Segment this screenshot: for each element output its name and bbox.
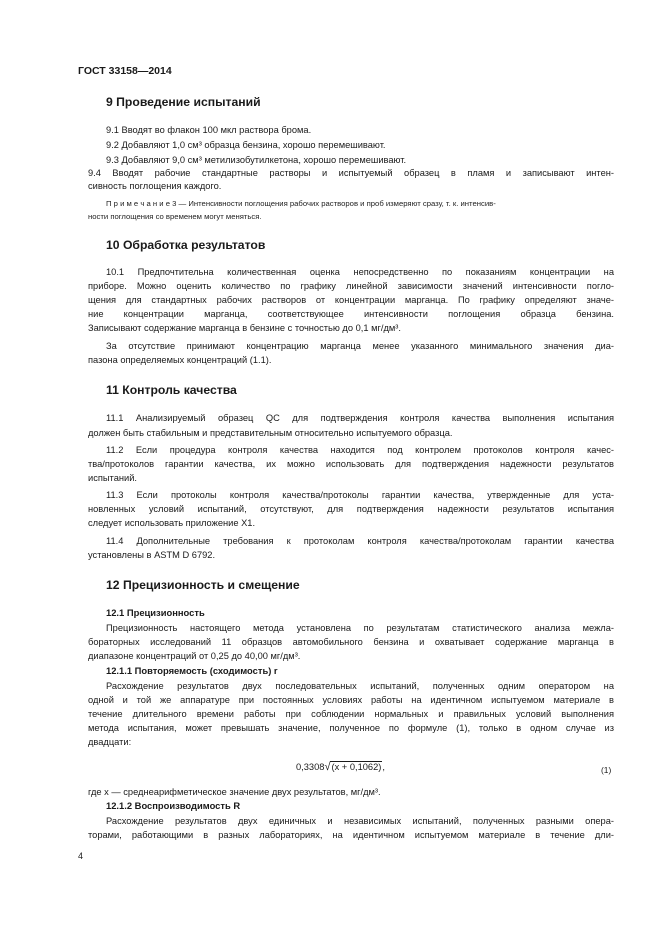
- formula-comma: ,: [382, 762, 385, 772]
- paragraph-12-1-1-line: Расхождение результатов двух последовательных испытаний, полученных одним оператором на: [106, 681, 614, 691]
- section-10-title: 10 Обработка результатов: [106, 238, 266, 252]
- paragraph-12-1-1-line: течение длительного времени работы при соблюдении нормальных и правильных условий выполнения: [88, 709, 614, 719]
- note-3-line: ности поглощения со временем могут меняться.: [88, 212, 262, 221]
- formula-radicand: (x + 0,1062): [331, 762, 382, 772]
- formula-1: [296, 761, 385, 773]
- paragraph-12-1-line: Прецизионность настоящего метода установлена по результатам статистического анализа межла-: [106, 623, 614, 633]
- paragraph-11-3-line: 11.3 Если протоколы контроля качества/протоколы гарантии качества, утвержденные для уста-: [106, 490, 614, 500]
- paragraph-10-1-line: ние концентрации марганца, соответствующее интенсивности поглощения образца бензина.: [88, 309, 614, 319]
- section-12-title: 12 Прецизионность и смещение: [106, 578, 300, 592]
- note-3-line: П р и м е ч а н и е 3 — Интенсивности поглощения рабочих растворов и проб измеряют сразу, т. к. интенсив-: [106, 199, 496, 208]
- paragraph-12-1-line: бораторных исследований 11 образцов автомобильного бензина и охватывает содержание марганца в: [88, 637, 614, 647]
- paragraph-10-1-line: приборе. Можно оценить количество по графику линейной зависимости значений интенсивности погло-: [88, 281, 614, 291]
- paragraph-9-4-line: 9.4 Вводят рабочие стандартные растворы и испытуемый образец в пламя и записывают интен-: [88, 168, 614, 178]
- paragraph-9-3: 9.3 Добавляют 9,0 см³ метилизобутилкетона, хорошо перемешивают.: [106, 155, 407, 165]
- standard-header: ГОСТ 33158—2014: [78, 65, 172, 77]
- paragraph-9-4-line: сивность поглощения каждого.: [88, 181, 222, 191]
- paragraph-9-1: 9.1 Вводят во флакон 100 мкл раствора брома.: [106, 125, 312, 135]
- paragraph-11-4-line: установлены в ASTM D 6792.: [88, 550, 216, 560]
- paragraph-11-3-line: новленных условий испытаний, отсутствуют, для подтверждения надежности результатов испытания: [88, 504, 614, 514]
- paragraph-10-1-line: Записывают содержание марганца в бензине с точностью до 0,1 мг/дм³.: [88, 323, 401, 333]
- paragraph-12-1-2-line: Расхождение результатов двух единичных и независимых испытаний, полученных разными опера-: [106, 816, 614, 826]
- formula-number: (1): [601, 765, 612, 775]
- paragraph-12-1-1-line: одной и той же аппаратуре при постоянных условиях работы на идентичном испытуемом материале в: [88, 695, 614, 705]
- formula-explanation: где x — среднеарифметическое значение двух результатов, мг/дм³.: [88, 787, 381, 797]
- paragraph-11-2-line: испытаний.: [88, 473, 137, 483]
- subsection-12-1-title: 12.1 Прецизионность: [106, 607, 205, 618]
- paragraph-10-2-line: За отсутствие принимают концентрацию марганца менее указанного минимального значения диа-: [106, 341, 614, 351]
- page-number: 4: [78, 851, 84, 861]
- section-9-title: 9 Проведение испытаний: [106, 95, 261, 109]
- paragraph-11-2-line: 11.2 Если процедура контроля качества находится под контролем протоколов контроля качес-: [106, 445, 614, 455]
- paragraph-11-3-line: следует использовать приложение Х1.: [88, 518, 256, 528]
- subsection-12-1-2-title: 12.1.2 Воспроизводимость R: [106, 800, 241, 811]
- section-11-title: 11 Контроль качества: [106, 383, 237, 397]
- paragraph-12-1-1-line: двадцати:: [88, 737, 132, 747]
- paragraph-11-1-line: должен быть стабильным и представительным относительно испытуемого образца.: [88, 428, 453, 438]
- paragraph-11-4-line: 11.4 Дополнительные требования к протоколам контроля качества/протоколам гарантии качества: [106, 536, 614, 546]
- paragraph-12-1-1-line: метода испытания, может превышать значение, полученное по формуле (1), только в одном случае из: [88, 723, 614, 733]
- paragraph-11-1-line: 11.1 Анализируемый образец QC для подтверждения контроля качества выполнения испытания: [106, 413, 614, 423]
- paragraph-11-2-line: тва/протоколов гарантии качества, их можно использовать для подтверждения надежности результатов: [88, 459, 614, 469]
- paragraph-10-1-line: щения для стандартных рабочих растворов от концентрации марганца. По графику определяют значе-: [88, 295, 614, 305]
- subsection-12-1-1-title: 12.1.1 Повторяемость (сходимость) r: [106, 665, 278, 676]
- paragraph-9-2: 9.2 Добавляют 1,0 см³ образца бензина, хорошо перемешивают.: [106, 140, 386, 150]
- paragraph-12-1-2-line: торами, работающими в разных лабораториях, на идентичном испытуемом материале в течение дли-: [88, 830, 614, 840]
- paragraph-12-1-line: диапазоне концентраций от 0,25 до 40,00 мг/дм³.: [88, 651, 301, 661]
- square-root-icon: √: [324, 761, 331, 773]
- paragraph-10-1-line: 10.1 Предпочтительна количественная оценка непосредственно по показаниям концентрации на: [106, 267, 614, 277]
- paragraph-10-2-line: пазона определяемых концентраций (1.1).: [88, 355, 272, 365]
- formula-coefficient: 0,3308: [296, 762, 325, 772]
